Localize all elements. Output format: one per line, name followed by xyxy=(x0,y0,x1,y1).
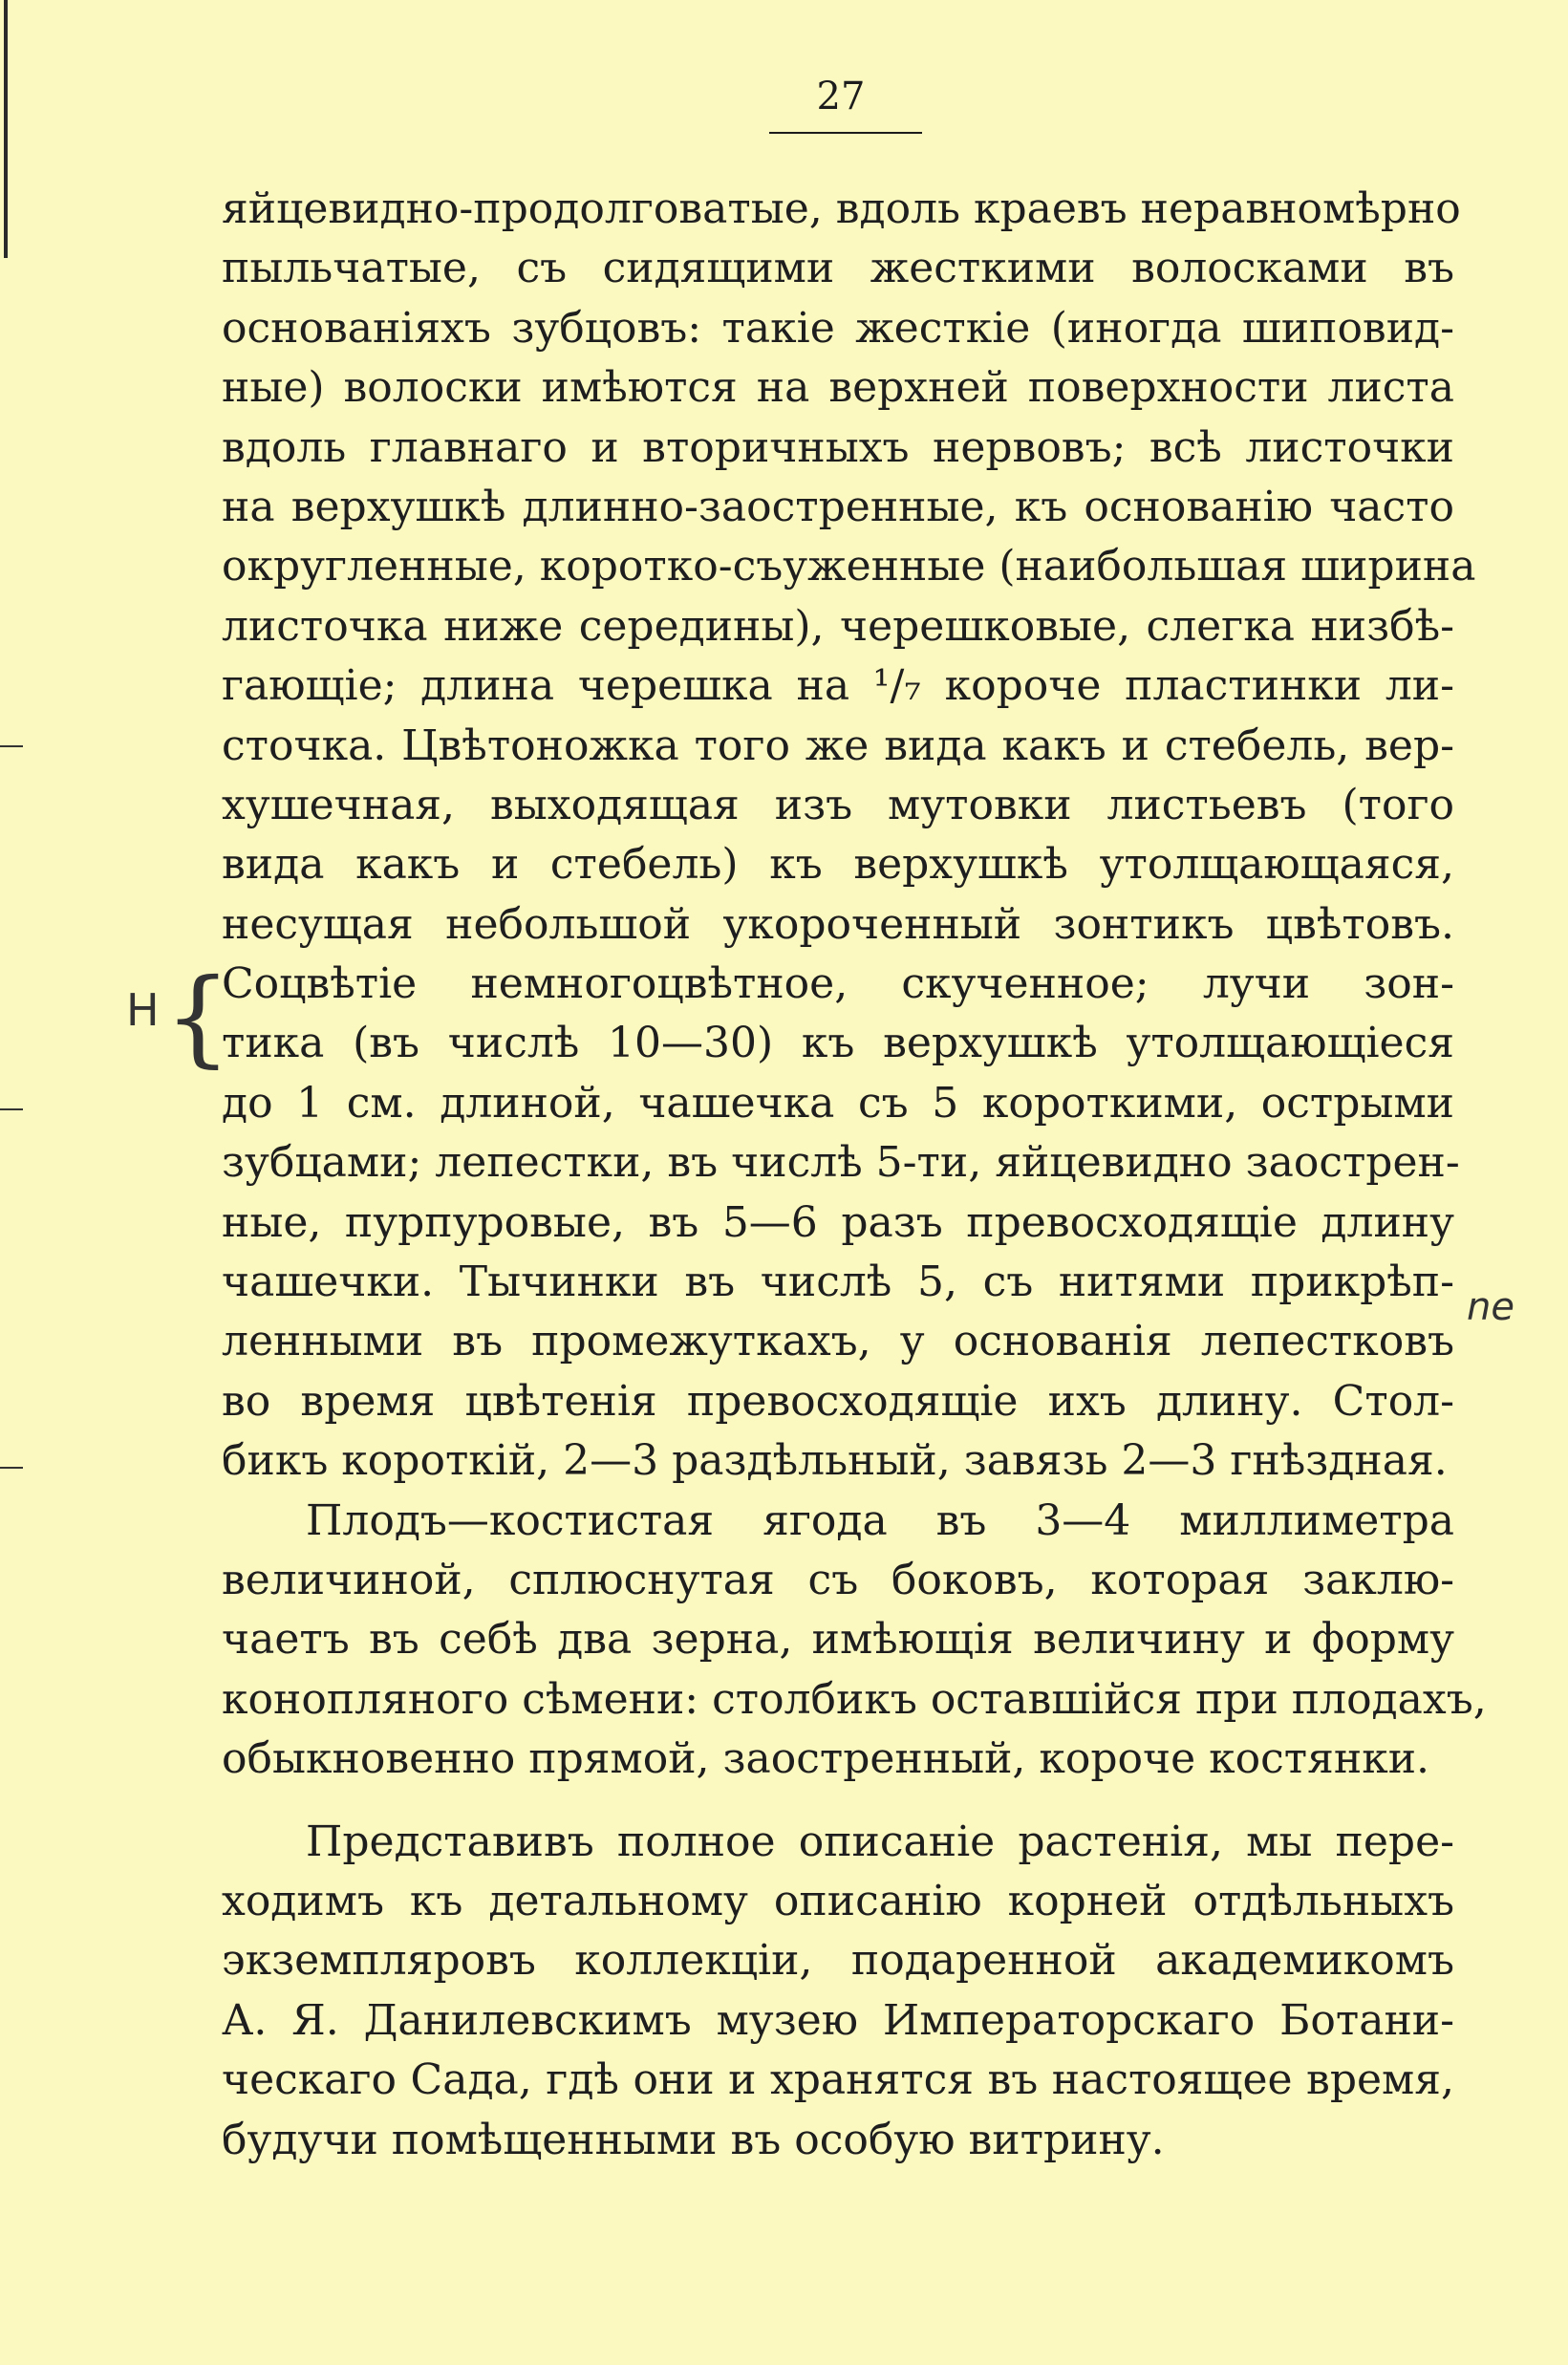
text-line: обыкновенно прямой, заостренный, короче костянки. xyxy=(222,1734,1430,1784)
text-line: во время цвѣтенія превосходящіе ихъ длину. Стол- xyxy=(222,1376,1454,1426)
text-line: вдоль главнаго и вторичныхъ нервовъ; всѣ листочки xyxy=(222,422,1454,472)
text-line: бикъ короткій, 2—3 раздѣльный, завязь 2—3 гнѣздная. xyxy=(222,1436,1448,1486)
text-line: Представивъ полное описаніе растенія, мы пере- xyxy=(306,1817,1454,1866)
text-line: Соцвѣтіе немногоцвѣтное, скученное; лучи зон- xyxy=(222,959,1454,1009)
margin-tick xyxy=(0,1108,23,1110)
paragraph-2 xyxy=(222,1492,1487,1790)
text-line: чашечки. Тычинки въ числѣ 5, съ нитями прикрѣп- xyxy=(222,1258,1454,1307)
text-line: сточка. Цвѣтоножка того же вида какъ и стебель, вер- xyxy=(222,720,1454,770)
margin-tick xyxy=(0,1467,23,1469)
page-number: 27 xyxy=(816,75,866,118)
text-line: ные) волоски имѣются на верхней поверхности листа xyxy=(222,363,1454,413)
text-line: на верхушкѣ длинно-заостренные, къ основанію часто xyxy=(222,482,1454,531)
text-line: ные, пурпуровые, въ 5—6 разъ превосходящіе длину xyxy=(222,1197,1454,1247)
text-line: пыльчатые, съ сидящими жесткими волосками въ xyxy=(222,244,1454,293)
text-line: чаетъ въ себѣ два зерна, имѣющія величину и форму xyxy=(222,1615,1454,1665)
text-line: Плодъ—костистая ягода въ 3—4 миллиметра xyxy=(306,1495,1454,1545)
text-line: вида какъ и стебель) къ верхушкѣ утолщающаяся, xyxy=(222,840,1454,890)
text-line: яйцевидно-продолговатые, вдоль краевъ неравномѣрно xyxy=(222,184,1461,233)
text-line: величиной, сплюснутая съ боковъ, которая заклю- xyxy=(222,1555,1454,1604)
text-line: зубцами; лепестки, въ числѣ 5-ти, яйцевидно заострен- xyxy=(222,1138,1460,1188)
body-text xyxy=(222,180,1487,2170)
text-line: гающіе; длина черешка на ¹/₇ короче пластинки ли- xyxy=(222,661,1454,711)
page-number-underline xyxy=(769,132,922,134)
text-line: хушечная, выходящая изъ мутовки листьевъ (того xyxy=(222,780,1454,829)
paragraph-gap xyxy=(222,1790,1454,1813)
text-line: до 1 см. длиной, чашечка съ 5 короткими, острыми xyxy=(222,1078,1454,1128)
margin-tick xyxy=(0,745,23,747)
text-line: несущая небольшой укороченный зонтикъ цвѣтовъ. xyxy=(222,899,1454,949)
margin-annotation-letter: Н xyxy=(126,984,160,1036)
margin-brace: { xyxy=(164,956,231,1078)
text-line: основаніяхъ зубцовъ: такіе жесткіе (иногда шиповид- xyxy=(222,303,1454,353)
text-line: ленными въ промежуткахъ, у основанія лепестковъ xyxy=(222,1317,1454,1366)
page-binding-edge xyxy=(4,0,8,258)
text-line: ческаго Сада, гдѣ они и хранятся въ настоящее время, xyxy=(222,2055,1454,2105)
text-line: экземпляровъ коллекціи, подаренной академикомъ xyxy=(222,1936,1454,1986)
text-line: листочка ниже середины), черешковые, слегка низбѣ- xyxy=(222,601,1454,651)
text-line: округленные, коротко-съуженные (наибольшая ширина xyxy=(222,542,1476,591)
margin-annotation-correction: ne xyxy=(1467,1285,1514,1329)
paragraph-1 xyxy=(222,180,1476,1492)
text-line: ходимъ къ детальному описанію корней отдѣльныхъ xyxy=(222,1876,1454,1925)
text-line: конопляного сѣмени: столбикъ оставшійся при плодахъ, xyxy=(222,1674,1487,1724)
text-line: будучи помѣщенными въ особую витрину. xyxy=(222,2115,1165,2164)
text-line: А. Я. Данилевскимъ музею Императорскаго Ботани- xyxy=(222,1995,1454,2045)
text-line: тика (въ числѣ 10—30) къ верхушкѣ утолщающіеся xyxy=(222,1019,1454,1068)
paragraph-3 xyxy=(222,1813,1454,2170)
